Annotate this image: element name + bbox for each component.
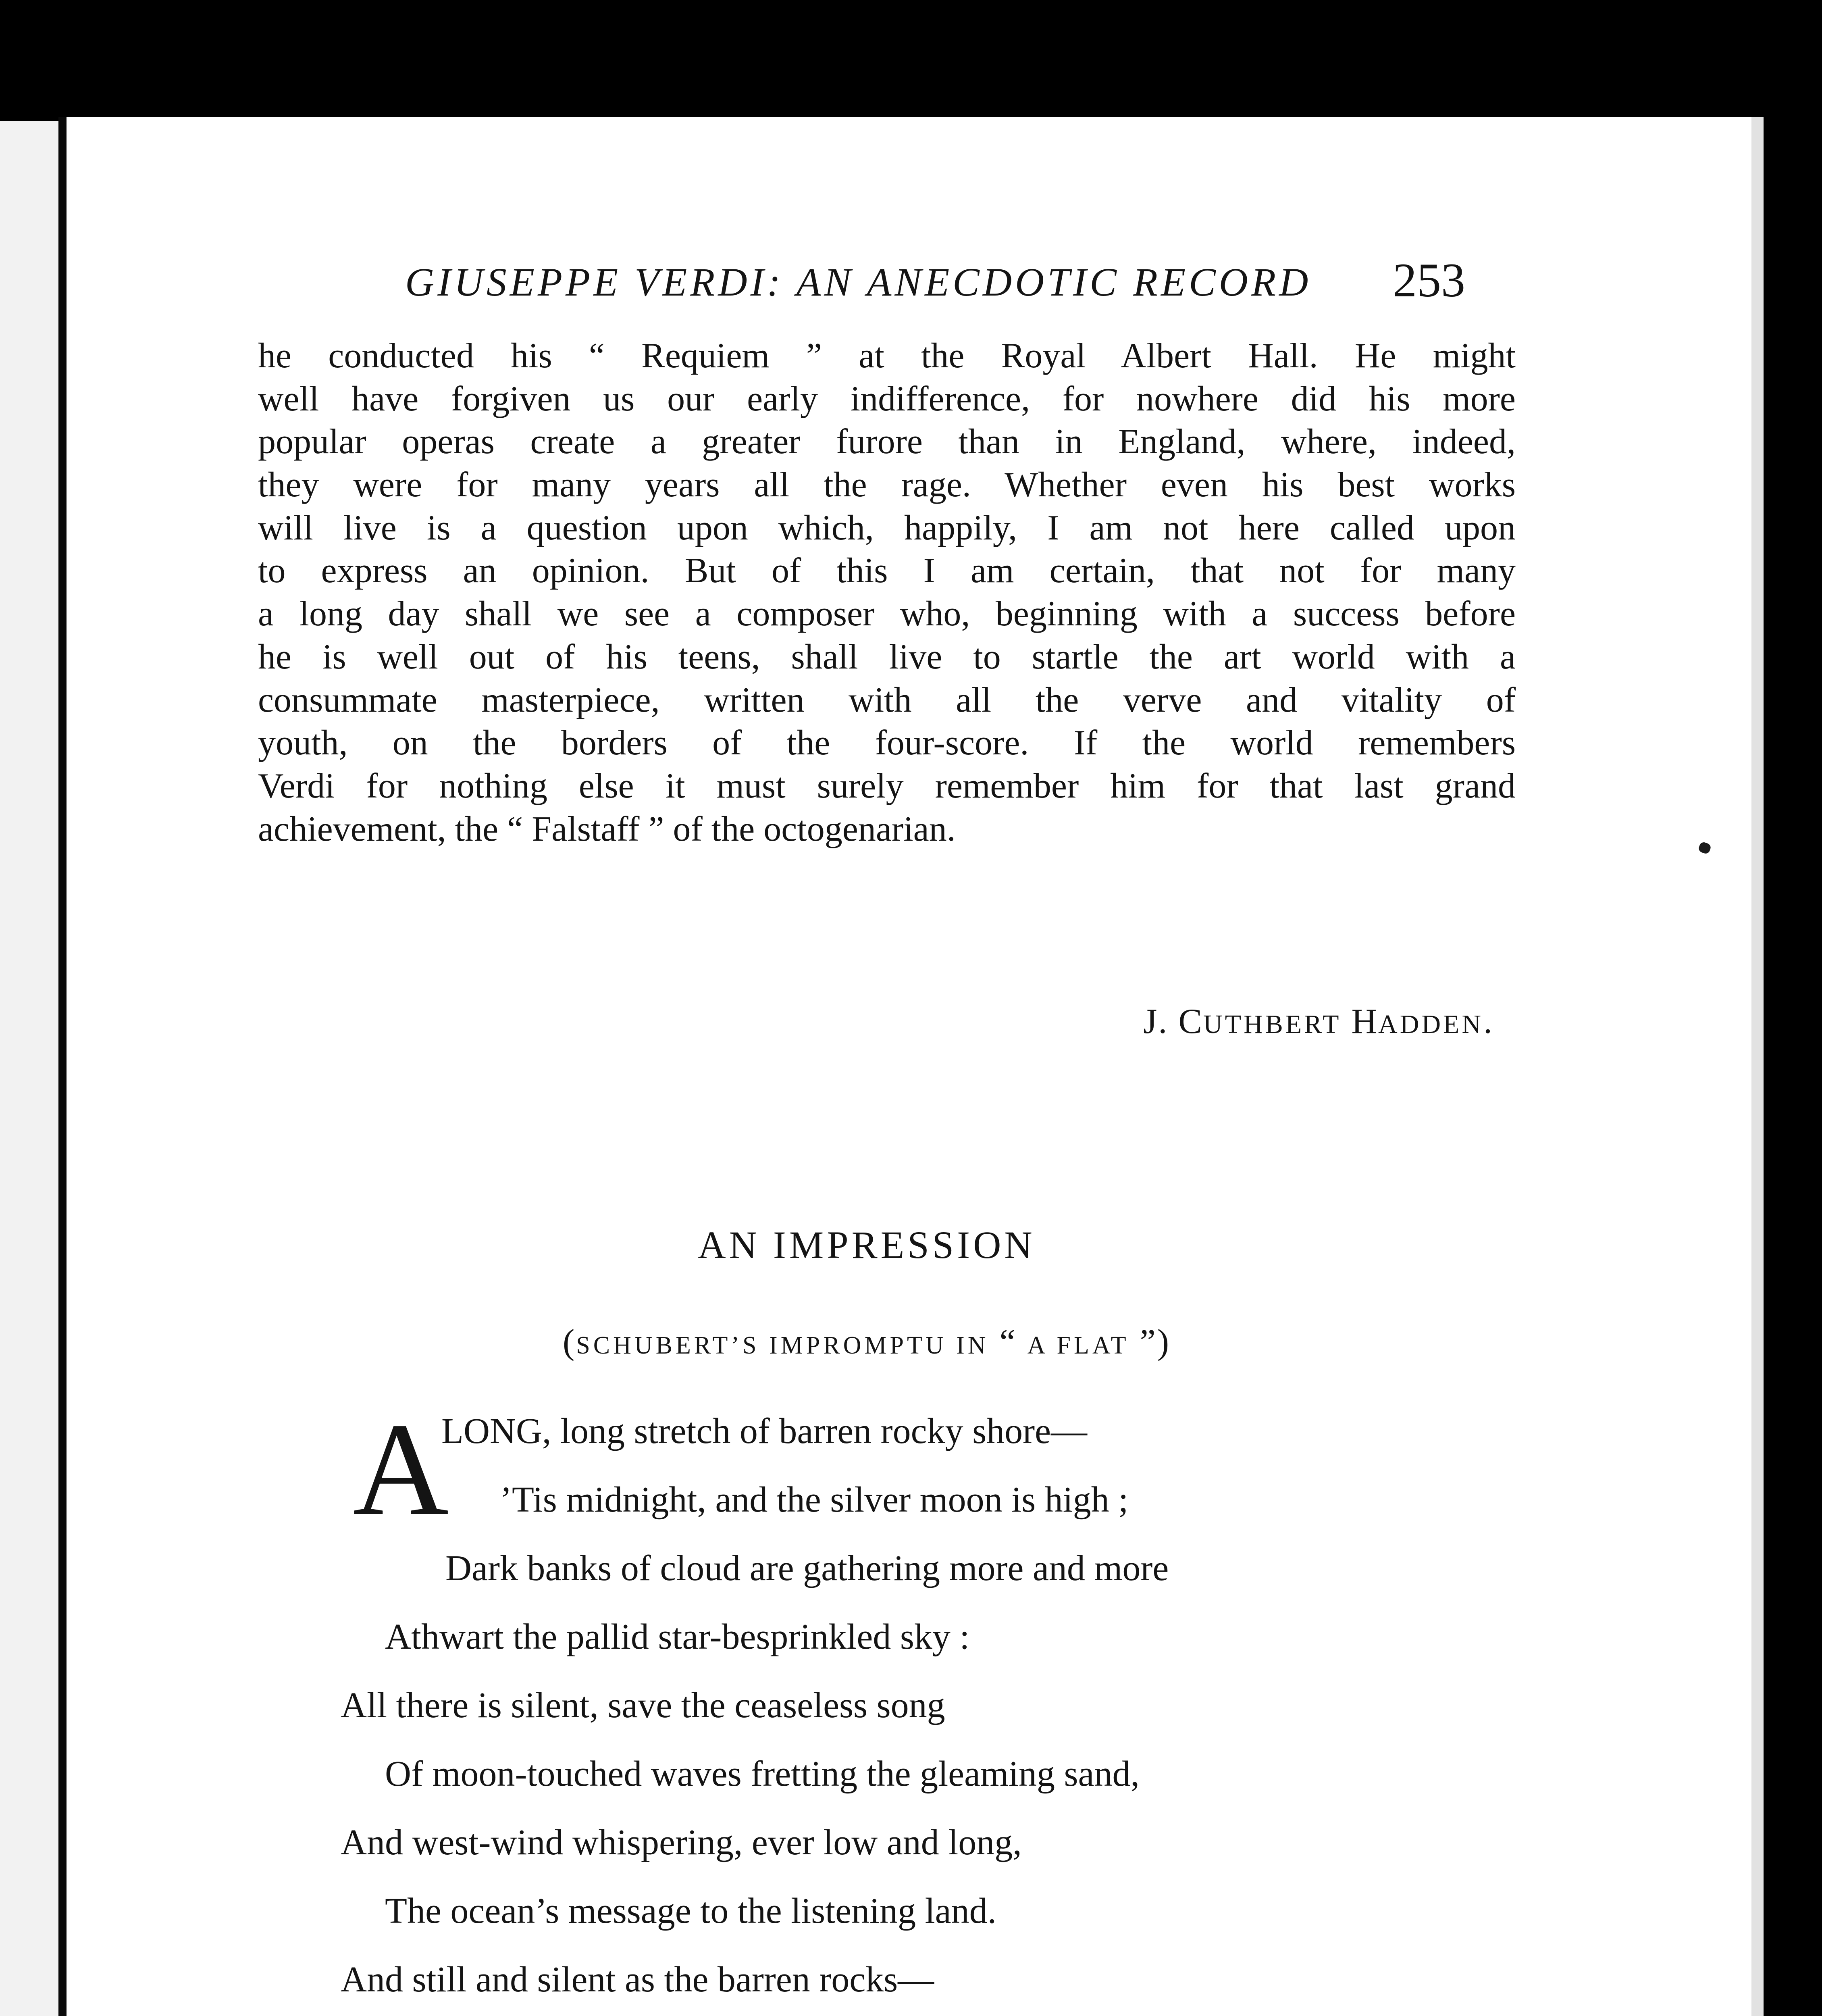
article-line: youth, on the borders of the four-score. If the world remembers [258, 723, 1516, 763]
subtitle-small-caps: SCHUBERT’S IMPROMPTU IN [576, 1332, 989, 1359]
poem-line: LONG, long stretch of barren rocky shore— [441, 1411, 1088, 1451]
article-line: well have forgiven us our early indifference, for nowhere did his more [258, 379, 1516, 419]
article-line: a long day shall we see a composer who, beginning with a success before [258, 594, 1516, 634]
signature-initial: J. C [1143, 1002, 1204, 1041]
poem-line: And still and silent as the barren rocks— [341, 1960, 934, 1999]
book-gutter [58, 117, 67, 2016]
ink-speck [1697, 841, 1712, 855]
poem-line: All there is silent, save the ceaseless song [341, 1685, 945, 1725]
signature-end: . [1483, 1002, 1493, 1041]
article-line: he conducted his “ Requiem ” at the Royal Albert Hall. He might [258, 336, 1516, 375]
article-text [258, 335, 1516, 851]
signature-small-caps: ADDEN [1378, 1010, 1483, 1039]
previous-page-edge [0, 121, 60, 2016]
poem-line: Athwart the pallid star-besprinkled sky : [385, 1617, 970, 1657]
poem-line: And west-wind whispering, ever low and long, [341, 1822, 1022, 1862]
article-line: Verdi for nothing else it must surely remember him for that last grand [258, 766, 1516, 806]
poem-line: Dark banks of cloud are gathering more and more [445, 1548, 1169, 1588]
poem-line: ’Tis midnight, and the silver moon is high ; [500, 1480, 1129, 1520]
book-page [67, 117, 1764, 2016]
article-line: will live is a question upon which, happily, I am not here called upon [258, 508, 1516, 548]
poem-line: The ocean’s message to the listening land. [385, 1891, 997, 1931]
poem-title: AN IMPRESSION [698, 1223, 1036, 1266]
article-line: they were for many years all the rage. Whether even his best works [258, 465, 1516, 505]
subtitle-paren: ( [562, 1322, 576, 1362]
poem-line: Of moon-touched waves fretting the gleaming sand, [385, 1754, 1140, 1794]
subtitle-quote: “ [989, 1322, 1027, 1362]
drop-cap: A [353, 1396, 449, 1543]
article-line: achievement, the “ Falstaff ” of the octogenarian. [258, 809, 956, 849]
poem-subtitle [67, 1322, 1667, 1362]
subtitle-small-caps: A FLAT [1027, 1332, 1129, 1359]
article-line: consummate masterpiece, written with all the verve and vitality of [258, 680, 1516, 720]
subtitle-paren: ”) [1129, 1322, 1171, 1362]
article-signature [1010, 1004, 1493, 1039]
signature-small-caps: UTHBERT [1203, 1010, 1342, 1039]
running-head: GIUSEPPE VERDI: AN ANECDOTIC RECORD [405, 260, 1312, 304]
article-line: he is well out of his teens, shall live to startle the art world with a [258, 637, 1516, 677]
article-line: popular operas create a greater furore than in England, where, indeed, [258, 422, 1516, 462]
signature-initial: H [1341, 1002, 1379, 1041]
article-line: to express an opinion. But of this I am certain, that not for many [258, 551, 1516, 591]
page-number: 253 [1393, 253, 1465, 307]
